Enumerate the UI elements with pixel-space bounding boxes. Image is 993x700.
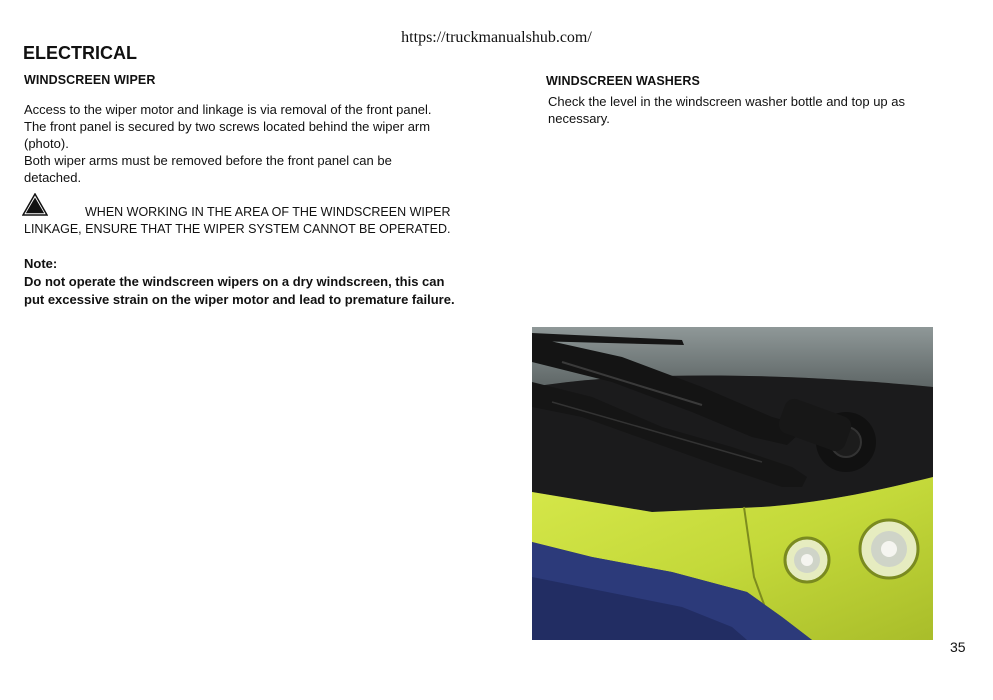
note-block — [24, 255, 514, 309]
wiper-arm-photo — [532, 327, 933, 640]
section-title: ELECTRICAL — [23, 43, 137, 63]
text-line: The front panel is secured by two screws located behind the wiper arm — [24, 119, 431, 134]
note-line: put excessive strain on the wiper motor and lead to premature failure. — [24, 292, 455, 307]
text-line: Check the level in the windscreen washer bottle and top up as — [548, 94, 905, 109]
wiper-access-paragraph — [24, 101, 504, 186]
wiper-arm-photo-drawing — [532, 327, 933, 640]
warning-line: LINKAGE, ENSURE THAT THE WIPER SYSTEM CANNOT BE OPERATED. — [24, 222, 451, 236]
warning-line: WHEN WORKING IN THE AREA OF THE WINDSCREEN WIPER — [85, 205, 451, 219]
text-line: detached. — [24, 170, 82, 185]
note-label: Note: — [24, 256, 58, 271]
windscreen-washers-heading: WINDSCREEN WASHERS — [546, 74, 700, 88]
text-line: Both wiper arms must be removed before the front panel can be — [24, 153, 392, 168]
warning-block — [24, 195, 494, 238]
text-line: (photo). — [24, 136, 69, 151]
windscreen-wiper-heading: WINDSCREEN WIPER — [24, 73, 156, 87]
source-url: https://truckmanualshub.com/ — [401, 29, 592, 46]
text-line: Access to the wiper motor and linkage is via removal of the front panel. — [24, 102, 432, 117]
page-number: 35 — [950, 639, 966, 655]
washer-paragraph — [548, 93, 968, 127]
note-line: Do not operate the windscreen wipers on a dry windscreen, this can — [24, 274, 445, 289]
text-line: necessary. — [548, 111, 610, 126]
warning-triangle-icon — [22, 193, 48, 216]
